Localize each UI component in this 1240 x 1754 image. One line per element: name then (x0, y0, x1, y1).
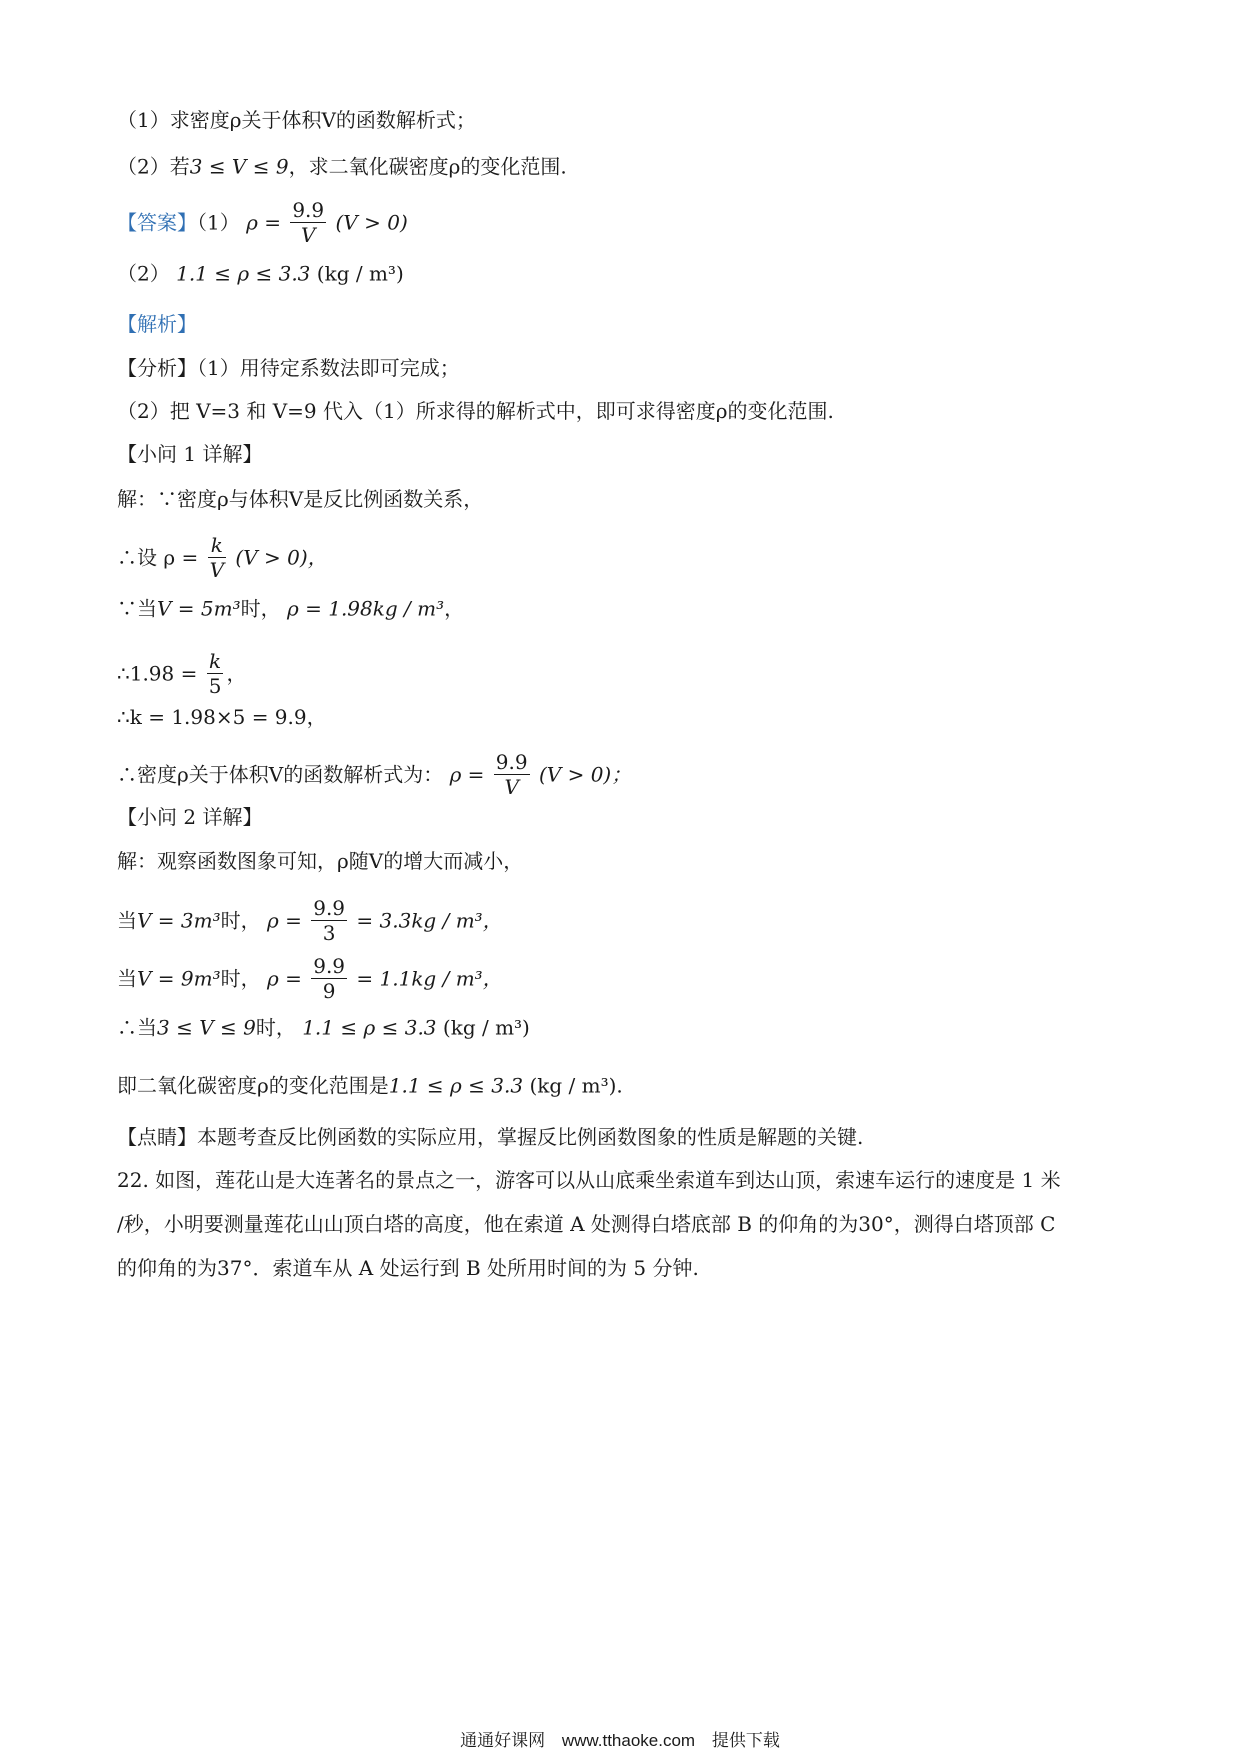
q21-part2 (117, 151, 567, 181)
sub1-l3-rho: ρ = 1.98kg / m³ (286, 596, 445, 621)
footer-site: 通通好课网 (460, 1731, 546, 1750)
sub1-l6-den: V (504, 775, 519, 799)
sub1-header: 【小问 1 详解】 (117, 442, 263, 466)
answer-range: 1.1 ≤ ρ ≤ 3.3 (176, 261, 311, 286)
answer-line-1 (117, 200, 408, 245)
answer-label-2: （2） (117, 261, 170, 286)
sub1-l4-fraction (207, 651, 224, 696)
sub1-line-1: 解：∵密度ρ与体积V是反比例函数关系， (117, 487, 484, 511)
sub2-line-3 (117, 956, 503, 1001)
sub1-line-4 (117, 651, 246, 696)
q21-part1: （1）求密度ρ关于体积V的函数解析式； (117, 108, 476, 132)
sub2-l3-fraction (311, 956, 347, 1001)
fenxi-line-1: 【分析】（1）用待定系数法即可完成； (117, 356, 460, 380)
answer-line-2 (117, 258, 404, 288)
sub2-l3-v: V = 9m³ (137, 966, 221, 991)
sub1-l6-lhs: ρ = (449, 762, 485, 787)
q22-line-1: 22. 如图，莲花山是大连著名的景点之一，游客可以从山底乘坐索道车到达山顶，索速车运行的速度是 1 米 (117, 1168, 1061, 1192)
footer (0, 1726, 1240, 1751)
answer-unit: (kg / m³) (316, 261, 404, 286)
answer-lhs: ρ = (246, 210, 281, 235)
sub1-l3-mid: 时， (240, 596, 281, 621)
sub2-l5-end: . (616, 1073, 623, 1098)
sub2-l2-rhs: = 3.3kg / m³， (356, 908, 503, 933)
sub2-l3-lhs: ρ = (266, 966, 302, 991)
sub1-l2-den: V (209, 558, 225, 582)
answer-tag: 【答案】 (117, 210, 197, 235)
sub1-l4-den: 5 (208, 674, 222, 698)
sub2-l2-lhs: ρ = (266, 908, 302, 933)
q21-part2-suffix: ，求二氧化碳密度ρ的变化范围. (288, 154, 567, 179)
sub1-l6-num: 9.9 (495, 750, 528, 774)
fenxi-line-2: （2）把 V=3 和 V=9 代入（1）所求得的解析式中，即可求得密度ρ的变化范围. (117, 399, 834, 423)
answer-fraction-den: V (301, 223, 316, 247)
sub1-l2-num: k (208, 535, 226, 558)
sub2-l3-num: 9.9 (313, 954, 346, 978)
analysis-tag: 【解析】 (117, 312, 197, 336)
sub2-l2-prefix: 当 (117, 908, 137, 933)
sub2-l2-v: V = 3m³ (137, 908, 221, 933)
sub1-l2-prefix: ∴设 ρ = (117, 545, 199, 570)
sub2-line-4 (117, 1012, 530, 1042)
sub1-l6-prefix: ∴密度ρ关于体积V的函数解析式为： (117, 762, 444, 787)
dianjing: 【点睛】本题考查反比例函数的实际应用，掌握反比例函数图象的性质是解题的关键. (117, 1125, 864, 1149)
sub2-l2-num: 9.9 (313, 896, 346, 920)
q22-line-3: 的仰角的为37°．索道车从 A 处运行到 B 处所用时间的为 5 分钟. (117, 1256, 699, 1280)
sub2-header: 【小问 2 详解】 (117, 805, 263, 829)
sub2-line-5 (117, 1070, 623, 1100)
sub1-l6-suffix: (V > 0)； (538, 762, 632, 787)
sub2-l3-mid: 时， (220, 966, 261, 991)
sub2-l5-prefix: 即二氧化碳密度ρ的变化范围是 (117, 1073, 389, 1098)
sub2-l2-mid: 时， (220, 908, 261, 933)
sub2-l4-unit: (kg / m³) (442, 1015, 530, 1040)
answer-condition: (V > 0) (335, 210, 408, 235)
footer-url[interactable]: www.tthaoke.com (561, 1731, 696, 1750)
sub1-line-3 (117, 593, 464, 623)
sub2-line-1: 解：观察函数图象可知，ρ随V的增大而减小， (117, 849, 524, 873)
sub2-l4-range: 3 ≤ V ≤ 9 (157, 1015, 256, 1040)
q22-line-2: /秒，小明要测量莲花山山顶白塔的高度，他在索道 A 处测得白塔底部 B 的仰角的为30°，测得白塔顶部 C (117, 1212, 1056, 1236)
sub1-l2-fraction (208, 535, 226, 580)
sub2-l4-prefix: ∴当 (117, 1015, 157, 1040)
sub1-l3-v: V = 5m³ (157, 596, 241, 621)
answer-fraction-num: 9.9 (292, 198, 325, 222)
sub2-l2-den: 3 (322, 921, 336, 945)
sub1-l4-prefix: ∴1.98 = (117, 661, 198, 686)
sub1-l3-end: ， (444, 596, 465, 621)
sub1-line-2 (117, 535, 328, 580)
sub2-l3-den: 9 (322, 979, 336, 1003)
sub2-line-2 (117, 898, 503, 943)
q21-part2-prefix: （2）若 (117, 154, 190, 179)
sub2-l5-ans: 1.1 ≤ ρ ≤ 3.3 (388, 1073, 524, 1098)
sub2-l2-fraction (311, 898, 347, 943)
sub2-l3-prefix: 当 (117, 966, 137, 991)
sub1-l4-num: k (207, 651, 224, 674)
answer-fraction (290, 200, 326, 245)
sub1-line-6 (117, 752, 631, 797)
sub1-line-5: ∴k = 1.98×5 = 9.9， (117, 705, 327, 729)
answer-label-1: （1） (197, 210, 240, 235)
sub1-l3-prefix: ∵当 (117, 596, 157, 621)
sub2-l4-mid: 时， (255, 1015, 296, 1040)
sub1-l6-fraction (494, 752, 530, 797)
sub1-l4-end: ， (226, 661, 247, 686)
q21-part2-range: 3 ≤ V ≤ 9 (189, 154, 289, 179)
sub1-l2-suffix: (V > 0)， (235, 545, 328, 570)
sub2-l3-rhs: = 1.1kg / m³， (356, 966, 503, 991)
sub2-l4-ans: 1.1 ≤ ρ ≤ 3.3 (302, 1015, 437, 1040)
sub2-l5-unit: (kg / m³) (529, 1073, 617, 1098)
footer-action: 提供下载 (711, 1731, 780, 1750)
